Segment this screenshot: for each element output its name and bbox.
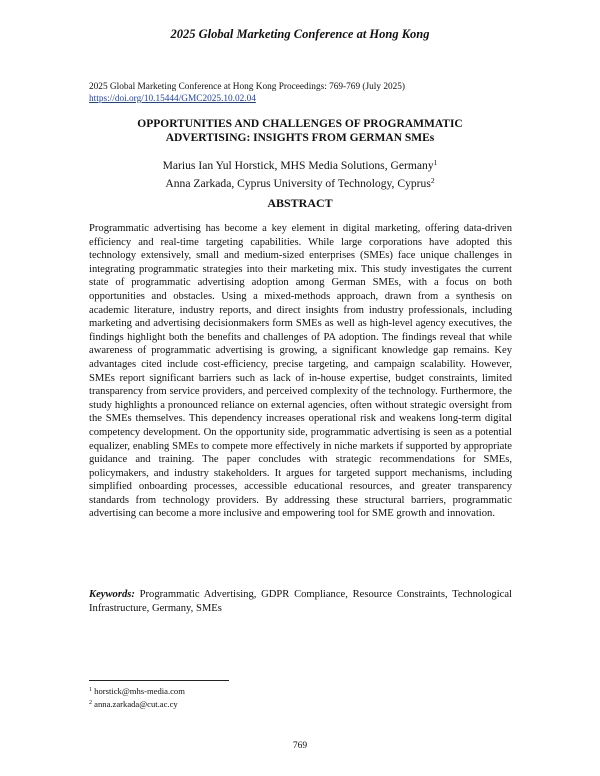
author-1-name: Marius Ian Yul Horstick, MHS Media Solutions, Germany: [162, 159, 434, 172]
title-line-2: ADVERTISING: INSIGHTS FROM GERMAN SMEs: [165, 132, 435, 144]
keywords-label: Keywords:: [89, 589, 135, 600]
author-list: [89, 155, 511, 191]
running-head: 2025 Global Marketing Conference at Hong Kong: [170, 27, 430, 41]
footnotes: [89, 685, 185, 710]
footnote-1-email: horstick@mhs-media.com: [94, 686, 185, 696]
author-2: [89, 173, 511, 191]
abstract-text: Programmatic advertising has become a key element in digital marketing, offering data-driven efficiency and real-time targeting capabilities. While large corporations have adopted this technology extensively, small and medium-sized enterprises (SMEs) face unique challenges in integrating programmatic strategies into their marketing mix. This study investigates the current state of programmatic advertising adoption among German SMEs, with a focus on both opportunities and obstacles. Using a mixed-methods approach, drawn from a synthesis on academic literature, industry reports, and direct insights from industry professionals, including marketing and advertising decisionmakers form SMEs as well as high-level agency executives, the findings highlight both the benefits and challenges of PA adoption. The findings reveal that while awareness of programmatic advertising is growing, a significant knowledge gap remains. Key advantages cited include cost-efficiency, precise targeting, and campaign scalability. However, SMEs report significant barriers such as lack of in-house expertise, budget constraints, limited transparency from service providers, and perceived complexity of the technology. Furthermore, the study highlights a pronounced reliance on external agencies, often without strategic oversight from the SMEs themselves. This dependency increases operational risk and weakens long-term digital competency development. On the opportunity side, programmatic advertising is seen as a potential equalizer, enabling SMEs to compete more effectively in niche markets if supported by appropriate guidance and training. The paper concludes with strategic recommendations for SMEs, policymakers, and industry stakeholders. It argues for targeted support mechanisms, including simplified onboarding processes, accessible educational resources, and greater transparency standards from technology providers. By addressing these structural barriers, programmatic advertising can become a more inclusive and empowering tool for SME growth and innovation.: [89, 223, 512, 520]
footnote-2-mark: 2: [89, 699, 92, 706]
page-number: 769: [292, 741, 308, 751]
title-line-1: OPPORTUNITIES AND CHALLENGES OF PROGRAMMATIC: [137, 118, 463, 130]
footnote-2: [89, 698, 185, 711]
abstract-heading: ABSTRACT: [267, 196, 333, 210]
footnote-1: [89, 685, 185, 698]
footnote-1-mark: 1: [89, 687, 92, 693]
keywords: [89, 588, 512, 615]
proceedings-line: 2025 Global Marketing Conference at Hong Kong Proceedings: 769-769 (July 2025): [89, 82, 406, 92]
author-1: [89, 155, 511, 173]
footnote-divider: [89, 680, 229, 681]
footnote-2-email: anna.zarkada@cut.ac.cy: [94, 698, 178, 709]
author-2-name: Anna Zarkada, Cyprus University of Technology, Cyprus: [165, 177, 431, 190]
proceedings-info: [89, 81, 405, 105]
author-1-mark: 1: [433, 158, 438, 167]
author-2-mark: 2: [430, 176, 435, 185]
paper-title: [89, 117, 511, 145]
keywords-text: Programmatic Advertising, GDPR Compliance, Resource Constraints, Technological Infrastructure, Germany, SMEs: [89, 589, 512, 614]
doi-link[interactable]: https://doi.org/10.15444/GMC2025.10.02.04: [89, 94, 256, 104]
